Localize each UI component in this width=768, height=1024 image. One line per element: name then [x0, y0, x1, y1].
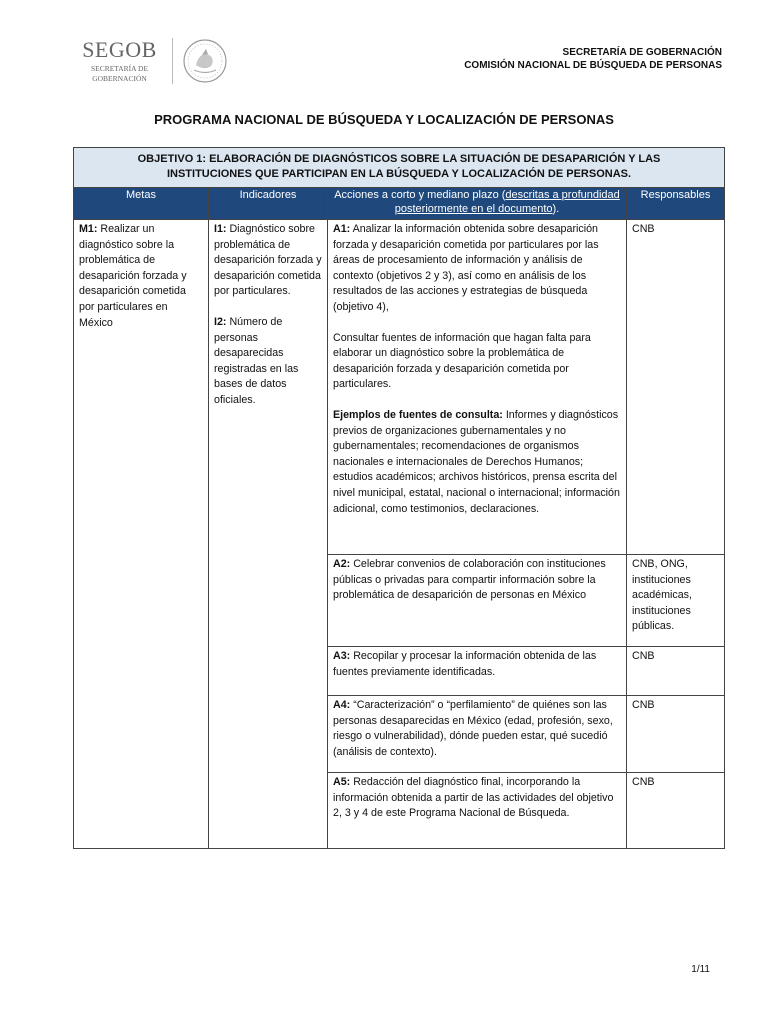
- segob-logo: [72, 38, 242, 88]
- indicator-label: I1:: [214, 223, 227, 235]
- responsible-cell-a3: CNB: [627, 647, 725, 696]
- sources-label: Ejemplos de fuentes de consulta:: [333, 408, 503, 421]
- acciones-link[interactable]: descritas a profundidad posteriormente en el documento: [394, 189, 620, 215]
- meta-text: Realizar un diagnóstico sobre la problemática de desaparición forzada y desaparición cometida por particulares en México: [79, 223, 187, 329]
- action-label: A5:: [333, 776, 351, 788]
- indicator-i2: [214, 315, 323, 409]
- indicators-cell: [209, 220, 328, 849]
- logo-sub-text: SECRETARÍA DE GOBERNACIÓN: [90, 64, 149, 83]
- action-label: A1:: [333, 223, 351, 235]
- column-header-responsables: Responsables: [627, 188, 725, 220]
- action-text: Recopilar y procesar la información obtenida de las fuentes previamente identificadas.: [333, 650, 597, 678]
- page-number: 1/11: [691, 964, 710, 975]
- responsible-cell-a1: CNB: [627, 220, 725, 555]
- indicator-label: I2:: [214, 315, 227, 328]
- action-cell-a1: [328, 220, 627, 555]
- action-text: Celebrar convenios de colaboración con instituciones públicas o privadas para compartir información sobre la problemática de desaparición de personas en México: [333, 558, 606, 602]
- action-text: “Caracterización” o “perfilamiento” de quiénes son las personas desaparecidas en México (edad, profesión, sexo, riesgo o vulnerabilidad), dónde pueden estar, qué sucedió (análisis de contexto).: [333, 699, 613, 758]
- action-label: A4:: [333, 699, 351, 711]
- org-line-2: COMISIÓN NACIONAL DE BÚSQUEDA DE PERSONAS: [464, 60, 722, 71]
- mexico-seal-icon: [182, 38, 228, 84]
- logo-main-text: SEGOB: [82, 37, 157, 62]
- program-table: [73, 147, 725, 849]
- acciones-suffix: ).: [552, 203, 560, 215]
- action-cell-a4: [328, 696, 627, 773]
- column-header-row: [74, 188, 725, 220]
- indicator-text: Número de personas desaparecidas registradas en las bases de datos oficiales.: [214, 315, 299, 406]
- action-a1-para2: Consultar fuentes de información que hagan falta para elaborar un diagnóstico sobre la problemática de desaparición forzada y desaparición cometida por particulares.: [333, 331, 591, 391]
- action-label: A3:: [333, 650, 351, 662]
- meta-cell: [74, 220, 209, 849]
- action-a1-para3: [333, 408, 622, 517]
- responsible-cell-a2: CNB, ONG, instituciones académicas, instituciones públicas.: [627, 555, 725, 647]
- column-header-indicadores: Indicadores: [209, 188, 328, 220]
- indicator-i1: [214, 222, 323, 300]
- action-a1-para1: [333, 222, 622, 316]
- action-cell-a2: [328, 555, 627, 647]
- logo-separator: [172, 38, 173, 84]
- objective-title: OBJETIVO 1: ELABORACIÓN DE DIAGNÓSTICOS SOBRE LA SITUACIÓN DE DESAPARICIÓN Y LAS INSTITUCIONES QUE PARTICIPAN EN LA BÚSQUEDA Y LOCALIZACIÓN DE PERSONAS.: [74, 148, 725, 188]
- action-label: A2:: [333, 558, 351, 570]
- column-header-metas: Metas: [74, 188, 209, 220]
- indicator-text: Diagnóstico sobre problemática de desaparición forzada y desaparición cometida por particulares.: [214, 223, 322, 298]
- column-header-acciones: [328, 188, 627, 220]
- action-cell-a5: [328, 773, 627, 849]
- objective-row: [74, 148, 725, 188]
- acciones-prefix: Acciones a corto y mediano plazo (: [334, 189, 506, 201]
- page-header: [0, 0, 768, 100]
- action-text: Redacción del diagnóstico final, incorporando la información obtenida a partir de las actividades del objetivo 2, 3 y 4 de este Programa Nacional de Búsqueda.: [333, 776, 614, 820]
- organization-heading: [464, 46, 722, 72]
- action-cell-a3: [328, 647, 627, 696]
- action-text: Analizar la información obtenida sobre desaparición forzada y desaparición cometida por particulares por las áreas de procesamiento de información y análisis de contexto (objetivos 2 y 3), así como en análisis de los resultados de las acciones y estrategias de búsqueda (objetivo 4),: [333, 223, 599, 313]
- responsible-cell-a4: CNB: [627, 696, 725, 773]
- responsible-cell-a5: CNB: [627, 773, 725, 849]
- meta-label: M1:: [79, 223, 98, 235]
- table-row-a1: [74, 220, 725, 555]
- org-line-1: SECRETARÍA DE GOBERNACIÓN: [562, 47, 722, 58]
- document-title: PROGRAMA NACIONAL DE BÚSQUEDA Y LOCALIZACIÓN DE PERSONAS: [154, 112, 614, 127]
- sources-text: Informes y diagnósticos previos de organizaciones gubernamentales y no gubernamentales; recomendaciones de organismos nacionales e internacionales de Derechos Humanos; estudios académicos; archivos históricos, prensa escrita del nivel municipal, estatal, nacional o internacional; información adicional, como testimonios, declaraciones.: [333, 408, 620, 515]
